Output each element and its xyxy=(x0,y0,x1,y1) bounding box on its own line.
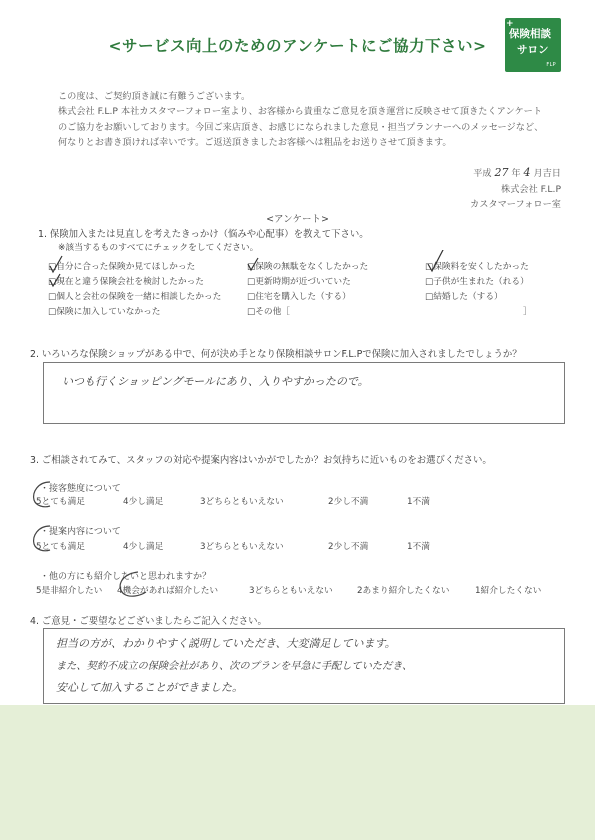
q1-option-2[interactable]: □保険の無駄をなくしたかった xyxy=(247,262,369,272)
handwritten-checkmarks xyxy=(44,250,564,290)
q2-answer-box xyxy=(43,362,565,424)
q3-sub1-option-1[interactable]: 1不満 xyxy=(407,497,430,507)
circle-mark-icon xyxy=(34,482,50,507)
q1-option-9[interactable]: □結婚した（する） xyxy=(425,292,503,302)
q1-option-4[interactable]: □現在と違う保険会社を検討したかった xyxy=(48,277,204,287)
q3-sub2-label: ・提案内容について xyxy=(40,527,121,537)
intro-text xyxy=(58,89,578,150)
q4-handwritten-line-3: 安心して加入することができました。 xyxy=(56,681,243,694)
q4-answer-box xyxy=(43,628,565,704)
intro-line: 何なりとお書き頂ければ幸いです。ご返送頂きましたお客様へは粗品をお送りさせて頂きます。 xyxy=(58,136,452,148)
check-mark-icon xyxy=(50,274,60,286)
q4-handwritten-line-2: また、契約不成立の保険会社があり、次のプランを早急に手配していただき、 xyxy=(56,661,413,672)
q3-sub1-option-4[interactable]: 4少し満足 xyxy=(123,497,164,507)
question-2: 2. いろいろな保険ショップがある中で、何が決め手となり保険相談サロンF.L.Pで保険に加入されましたでしょうか？ xyxy=(30,349,522,360)
logo-line-2: サロン xyxy=(517,44,549,56)
department-name: カスタマーフォロー室 xyxy=(470,199,561,210)
issue-date: 平成 27 年 4 月吉日 xyxy=(473,166,561,179)
company-name: 株式会社 F.L.P xyxy=(501,183,561,195)
handwritten-year: 27 xyxy=(494,166,509,179)
intro-line: のご協力をお願いしております。今回ご来店頂き、お感じになられました意見・担当プランナーへのメッセージなど、 xyxy=(58,121,544,133)
q2-handwritten-answer: いつも行くショッピングモールにあり、入りやすかったので。 xyxy=(62,375,369,388)
handwritten-circles xyxy=(24,470,224,605)
q3-sub1-option-2[interactable]: 2少し不満 xyxy=(328,497,369,507)
question-4: 4. ご意見・ご要望などございましたらご記入ください。 xyxy=(30,616,267,627)
q1-option-3[interactable]: □保険料を安くしたかった xyxy=(425,262,529,272)
section-heading: <アンケート> xyxy=(266,214,329,225)
issuer-block xyxy=(470,165,561,213)
check-mark-icon xyxy=(50,256,62,272)
q1-option-11-close: ］ xyxy=(523,307,532,317)
q3-sub2-option-2[interactable]: 2少し不満 xyxy=(328,542,369,552)
q3-sub3-option-5[interactable]: 5是非紹介したい xyxy=(36,586,103,596)
footer-band xyxy=(0,705,595,840)
q3-sub3-option-2[interactable]: 2あまり紹介したくない xyxy=(357,586,450,596)
q1-option-6[interactable]: □子供が生まれた（れる） xyxy=(425,277,529,287)
logo-plus: + xyxy=(506,19,514,29)
q4-handwritten-line-1: 担当の方が、わかりやすく説明していただき、大変満足しています。 xyxy=(56,637,396,650)
q3-sub3-option-4[interactable]: 4機会があれば紹介したい xyxy=(117,586,219,596)
q1-option-11[interactable]: □その他［ xyxy=(247,307,290,317)
logo-line-3: FLP xyxy=(546,62,556,68)
check-mark-icon xyxy=(428,250,444,271)
question-3: 3. ご相談されてみて、スタッフの対応や提案内容はいかがでしたか？お気持ちに近いものをお選びください。 xyxy=(30,455,492,466)
q1-option-8[interactable]: □住宅を購入した（する） xyxy=(247,292,351,302)
q3-sub2-option-3[interactable]: 3どちらともいえない xyxy=(200,542,284,552)
q3-sub1-option-3[interactable]: 3どちらともいえない xyxy=(200,497,284,507)
question-1: 1. 保険加入または見直しを考えたきっかけ（悩みや心配事）を教えて下さい。 xyxy=(38,229,369,240)
q3-sub3-label: ・他の方にも紹介したいと思われますか？ xyxy=(40,572,212,582)
q1-option-10[interactable]: □保険に加入していなかった xyxy=(48,307,161,317)
intro-line: 株式会社 F.L.P 本社カスタマーフォロー室より、お客様から貴重なご意見を頂き運営に反映させて頂きたくアンケート xyxy=(58,106,543,118)
check-mark-icon xyxy=(248,258,258,270)
q3-sub3-option-1[interactable]: 1紹介したくない xyxy=(475,586,542,596)
intro-line: この度は、ご契約頂き誠に有難うございます。 xyxy=(58,91,251,102)
circle-mark-icon xyxy=(120,572,146,596)
question-1-note: ※該当するものすべてにチェックをしてください。 xyxy=(58,243,259,253)
q3-sub2-option-1[interactable]: 1不満 xyxy=(407,542,430,552)
q1-option-1[interactable]: □自分に合った保険か見てほしかった xyxy=(48,262,196,272)
q3-sub1-label: ・接客態度について xyxy=(40,484,121,494)
q3-sub1-option-5[interactable]: 5とても満足 xyxy=(36,497,85,507)
logo-line-1: 保険相談 xyxy=(509,28,551,40)
handwritten-month: 4 xyxy=(523,166,531,179)
salon-logo xyxy=(505,18,561,72)
q3-sub2-option-4[interactable]: 4少し満足 xyxy=(123,542,164,552)
q3-sub2-option-5[interactable]: 5とても満足 xyxy=(36,542,85,552)
q1-option-7[interactable]: □個人と会社の保険を一緒に相談したかった xyxy=(48,292,222,302)
q3-sub3-option-3[interactable]: 3どちらともいえない xyxy=(249,586,333,596)
survey-title: <サービス向上のためのアンケートにご協力下さい> xyxy=(108,37,487,55)
q1-option-5[interactable]: □更新時期が近づいていた xyxy=(247,277,351,287)
circle-mark-icon xyxy=(34,526,50,551)
